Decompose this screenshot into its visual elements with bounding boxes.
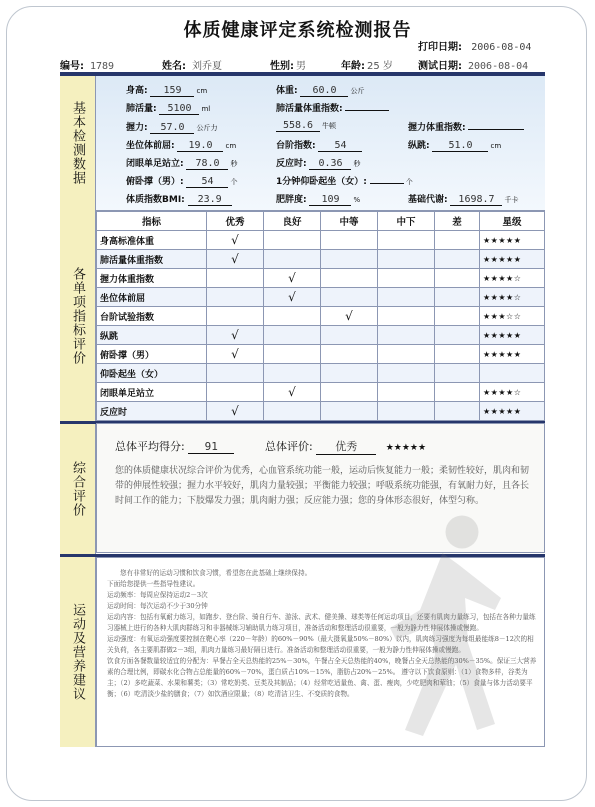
section-label-items: 各单项指标评价	[60, 210, 96, 421]
step-index-field: 台阶指数: 54	[276, 138, 362, 152]
col-header: 差	[435, 212, 480, 231]
advice-line: 运动内容：包括有氧耐力练习，如跑步、登台阶、骑自行车、游泳、武术、健美操、球类等任何运动项目，还要有肌肉力量练习，包括在各种力量练习器械上进行的各种大肌肉群练习和非器械练习辅助肌力练习项目，准备活动和整理活动很重要，一般为静力性伸展体操或慢跑。	[107, 613, 536, 632]
weight-field: 体重: 60.0 公斤	[276, 85, 365, 96]
rating-cell: √	[207, 250, 264, 269]
rating-cell	[378, 383, 435, 402]
rating-cell: √	[207, 402, 264, 421]
star-rating: ★★★★★	[480, 231, 545, 250]
height-field: 身高: 159 cm	[126, 85, 208, 96]
rating-cell	[435, 288, 480, 307]
vital-index-field: 肺活量体重指数:	[276, 101, 389, 114]
rating-cell	[207, 364, 264, 383]
rating-cell	[435, 307, 480, 326]
score-field: 总体平均得分: 91	[115, 438, 234, 454]
table-row	[97, 402, 545, 421]
advice-line: 您有非常好的运动习惯和饮食习惯，希望您在此基础上继续保持。	[120, 569, 312, 577]
col-header: 良好	[264, 212, 321, 231]
rating-cell: √	[264, 383, 321, 402]
rating-cell	[435, 383, 480, 402]
rating-cell	[378, 345, 435, 364]
star-rating: ★★★★★	[480, 402, 545, 421]
rating-cell	[264, 345, 321, 364]
indicator-name: 台阶试验指数	[97, 307, 207, 326]
test-date-field: 测试日期: 2006-08-04	[418, 61, 529, 72]
col-header: 指标	[97, 212, 207, 231]
table-row	[97, 269, 545, 288]
rating-cell	[264, 326, 321, 345]
indicator-name: 坐位体前屈	[97, 288, 207, 307]
rating-cell: √	[207, 231, 264, 250]
indicator-name: 握力体重指数	[97, 269, 207, 288]
rating-cell	[264, 307, 321, 326]
rating-cell	[378, 288, 435, 307]
pushup-field: 俯卧撑（男）: 54 个	[126, 176, 238, 187]
star-rating: ★★★★☆	[480, 288, 545, 307]
rating-cell	[321, 383, 378, 402]
rating-cell	[264, 364, 321, 383]
rating-cell	[207, 307, 264, 326]
vital-capacity-field: 肺活量: 5100 ml	[126, 103, 211, 114]
star-rating: ★★★☆☆	[480, 307, 545, 326]
col-header: 优秀	[207, 212, 264, 231]
indicator-name: 肺活量体重指数	[97, 250, 207, 269]
advice-line: 运动强度：有氧运动强度要控制在靶心率（220－年龄）的60%－90%（最大摄氧量50%－80%）以内，肌肉练习强度为每组最能练8－12次的相关负荷，各主要肌群做2－3组，肌肉力量练习最好隔日进行。准备活动和整理活动很重要，一般为静力性伸展体操或慢跑。	[107, 635, 534, 654]
rating-cell: √	[321, 307, 378, 326]
table-row	[97, 288, 545, 307]
grip-index-field: 握力体重指数:	[408, 120, 524, 133]
item-evaluation-table	[96, 211, 545, 421]
advice-line: 运动时间：每次运动不少于30分钟	[107, 602, 208, 610]
star-rating: ★★★★☆	[480, 269, 545, 288]
star-rating: ★★★★★	[480, 250, 545, 269]
rating-cell	[264, 231, 321, 250]
rating-cell	[207, 269, 264, 288]
rating-cell	[321, 402, 378, 421]
rating-cell	[435, 231, 480, 250]
indicator-name: 纵跳	[97, 326, 207, 345]
rating-cell	[264, 250, 321, 269]
rating-cell	[435, 402, 480, 421]
rating-field: 总体评价: 优秀 ★★★★★	[265, 440, 427, 453]
runner-watermark-icon	[360, 500, 510, 750]
rating-cell: √	[264, 288, 321, 307]
rating-cell	[378, 326, 435, 345]
table-row	[97, 364, 545, 383]
col-header: 中等	[321, 212, 378, 231]
rating-cell	[321, 364, 378, 383]
age-field: 年龄: 25 岁	[341, 61, 393, 72]
section-label-advice: 运动及营养建议	[60, 557, 96, 747]
col-header: 中下	[378, 212, 435, 231]
page-title: 体质健康评定系统检测报告	[183, 20, 412, 41]
situp-field: 1分钟仰卧起坐（女）: 个	[276, 177, 413, 187]
table-row	[97, 307, 545, 326]
rating-cell	[435, 326, 480, 345]
grip-newton-field: 558.6 牛顿	[276, 120, 336, 132]
id-field: 编号: 1789	[60, 61, 115, 72]
table-header-row	[97, 212, 545, 231]
rating-cell	[435, 364, 480, 383]
rating-cell	[435, 269, 480, 288]
rating-cell: √	[207, 345, 264, 364]
sit-reach-field: 坐位体前屈: 19.0 cm	[126, 140, 237, 151]
rating-cell	[207, 288, 264, 307]
jump-field: 纵跳: 51.0 cm	[408, 140, 502, 151]
rating-cell: √	[207, 326, 264, 345]
rating-cell	[321, 345, 378, 364]
rating-cell	[321, 326, 378, 345]
star-rating: ★★★★★	[480, 326, 545, 345]
indicator-name: 俯卧撑（男）	[97, 345, 207, 364]
grip-field: 握力: 57.0 公斤力	[126, 122, 218, 133]
bmi-field: 体质指数BMI: 23.9	[126, 192, 232, 206]
advice-line: 饮食方面各餐数量较适宜的分配为：早餐占全天总热能的25%－30%，午餐占全天总热能的40%，晚餐占全天总热能的30%－35%。保证三大营养素的合理比例，即碳水化合物占总能量的60%－70%，蛋白质占10%－15%，脂肪占20%－25%。 遵守以下饮食原则：（1）食物多样，谷类为主；（2）多吃蔬菜、水果和薯类；（3）常吃奶类、豆类及其制品；（4）经常吃适量鱼、禽、蛋、瘦肉，少吃肥肉和荤油；（5）食量与体力活动要平衡；（6）吃清淡少盐的膳食；（7）如饮酒应限量；（8）吃清洁卫生、不变质的食物。	[107, 657, 537, 698]
gender-field: 性别: 男	[270, 61, 306, 72]
advice-line: 运动频率：每周应保持运动2－3次	[107, 591, 208, 599]
rating-cell: √	[264, 269, 321, 288]
bmr-field: 基础代谢: 1698.7 千卡	[408, 194, 519, 205]
table-row	[97, 326, 545, 345]
star-rating: ★★★★☆	[480, 383, 545, 402]
fat-field: 肥胖度: 109 %	[276, 194, 361, 205]
overall-text: 您的体质健康状况综合评价为优秀，心血管系统功能一般，运动后恢复能力一般；柔韧性较好，肌肉和韧带的伸展性较强；握力水平较好，肌肉力量较强；平衡能力较强；呼吸系统功能强，有氧耐力好，且各长时间工作的能力；下肢爆发力强；肌肉耐力强；反应能力强；您的身体形态很好，体型匀称。	[115, 466, 530, 506]
indicator-name: 闭眼单足站立	[97, 383, 207, 402]
reaction-field: 反应时: 0.36 秒	[276, 158, 361, 169]
rating-cell	[207, 383, 264, 402]
indicator-name: 反应时	[97, 402, 207, 421]
indicator-name: 身高标准体重	[97, 231, 207, 250]
rating-stars: ★★★★★	[385, 443, 427, 453]
rating-cell	[378, 250, 435, 269]
table-row	[97, 345, 545, 364]
balance-field: 闭眼单足站立: 78.0 秒	[126, 158, 238, 169]
star-rating: ★★★★★	[480, 345, 545, 364]
rating-cell	[378, 307, 435, 326]
basic-data-panel	[96, 76, 545, 211]
rating-cell	[321, 288, 378, 307]
indicator-name: 仰卧起坐（女）	[97, 364, 207, 383]
star-rating	[480, 364, 545, 383]
advice-line: 下面给您提供一些指导性建议。	[107, 580, 200, 588]
rating-cell	[378, 231, 435, 250]
rating-cell	[378, 364, 435, 383]
table-row	[97, 383, 545, 402]
section-label-basic: 基本检测数据	[60, 76, 96, 210]
table-row	[97, 250, 545, 269]
rating-cell	[378, 269, 435, 288]
rating-cell	[321, 231, 378, 250]
col-header: 星级	[480, 212, 545, 231]
rating-cell	[321, 250, 378, 269]
rating-cell	[378, 402, 435, 421]
table-row	[97, 231, 545, 250]
rating-cell	[435, 250, 480, 269]
print-date: 打印日期: 2006-08-04	[418, 42, 532, 53]
section-label-overall: 综合评价	[60, 424, 96, 554]
rating-cell	[435, 345, 480, 364]
name-field: 姓名: 刘乔夏	[162, 61, 222, 72]
rating-cell	[321, 269, 378, 288]
rating-cell	[264, 402, 321, 421]
